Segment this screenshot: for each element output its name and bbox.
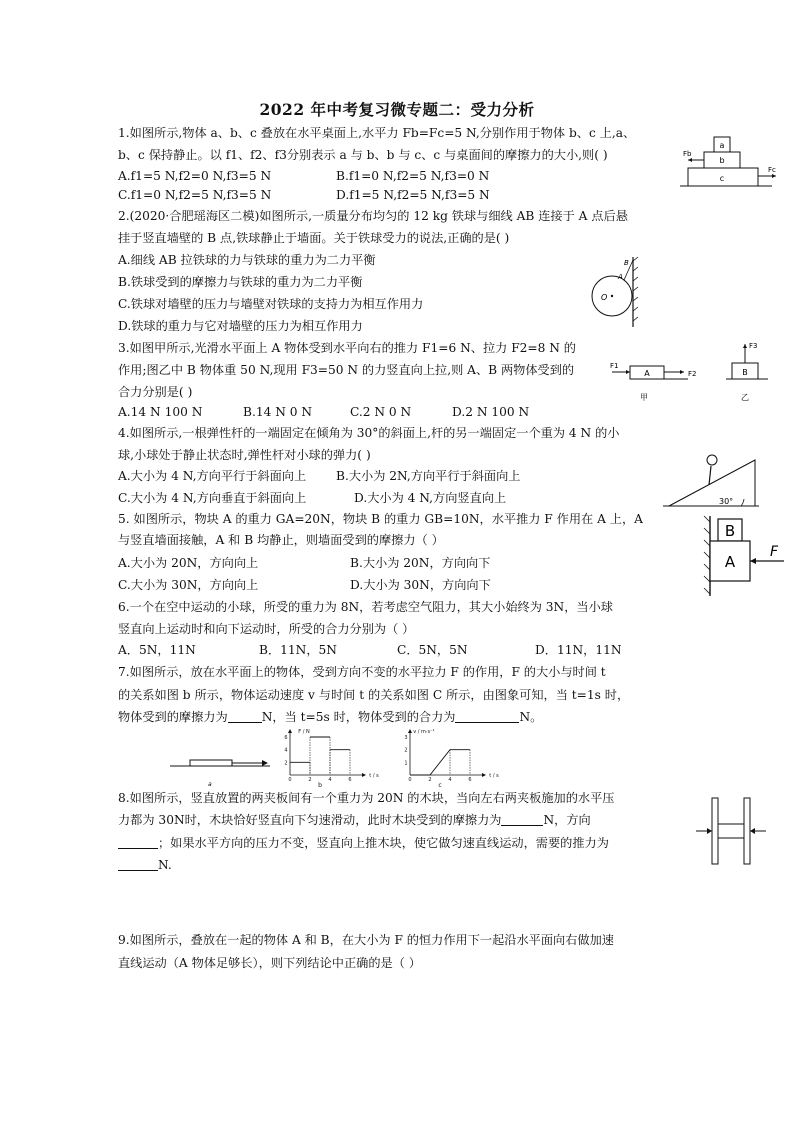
q7-stem-line2: 的关系如图 b 所示，物体运动速度 v 与时间 t 的关系如图 C 所示，由图象可知，当 t=1s 时，: [118, 688, 630, 702]
q1-stem-line1: 1.如图所示,物体 a、b、c 叠放在水平桌面上,水平力 Fb=Fc=5 N,分别作用于物体 b、c 上,a、: [118, 126, 636, 140]
y-axis-arrow: [288, 729, 292, 733]
q6-option-d: D．11N，11N: [535, 643, 622, 657]
small-ball: [707, 455, 717, 465]
svg-text:30°: 30°: [719, 497, 734, 506]
svg-text:甲: 甲: [640, 393, 648, 402]
q1-option-a: A.f1=5 N,f2=0 N,f3=5 N: [118, 169, 272, 183]
svg-text:A: A: [644, 369, 650, 378]
svg-text:A: A: [618, 273, 623, 281]
q4-incline-figure: [655, 450, 765, 512]
svg-text:F3: F3: [749, 342, 758, 350]
q9-stem-line1: 9.如图所示，叠放在一起的物体 A 和 B，在大小为 F 的恒力作用下一起沿水平面向右做加速: [118, 933, 614, 947]
x-tick-label: 6: [348, 777, 352, 783]
chart-caption: c: [438, 782, 442, 789]
q8-clamp-figure: [694, 796, 784, 866]
svg-text:B: B: [724, 522, 736, 540]
q8-answer-blank-1[interactable]: [501, 812, 543, 826]
q2-iron-ball-figure: [585, 255, 645, 330]
q2-option-b: B.铁球受到的摩擦力与铁球的重力为二力平衡: [118, 275, 363, 289]
q5-option-c: C.大小为 30N，方向向上: [118, 578, 259, 592]
svg-text:F2: F2: [688, 370, 697, 378]
x-tick-label: 0: [408, 777, 412, 783]
q7-answer-blank-1[interactable]: [228, 709, 262, 723]
q3-option-d: D.2 N 100 N: [452, 405, 530, 419]
q2-stem-line2: 挂于竖直墙壁的 B 点,铁球静止于墙面。关于铁球受力的说法,正确的是( ): [118, 231, 510, 245]
q1-stem-line2: b、c 保持静止。以 f1、f2、f3分别表示 a 与 b、b 与 c、c 与桌面间的摩擦力的大小,则( ): [118, 148, 608, 162]
q7-stem-line1: 7.如图所示，放在水平面上的物体，受到方向不变的水平拉力 F 的作用，F 的大小与时间 t: [118, 665, 606, 679]
q5-wall-blocks-figure: [698, 514, 794, 598]
q9-stem-line2: 直线运动（A 物体足够长），则下列结论中正确的是（ ）: [118, 956, 421, 970]
q7-chart-b-force-time: [276, 725, 396, 789]
y-axis-label: F / N: [298, 729, 310, 735]
y-tick-label: 2: [404, 747, 408, 754]
q3-stem-line2: 作用;图乙中 B 物体重 50 N,现用 F3=50 N 的力竖直向上拉,则 A、B 两物体受到的: [118, 363, 575, 377]
x-tick-label: 4: [448, 777, 452, 783]
elastic-rod: [709, 466, 711, 485]
y-tick-label: 6: [284, 735, 288, 741]
q5-option-d: D.大小为 30N，方向向下: [350, 578, 491, 592]
x-axis-arrow: [362, 773, 366, 777]
object-on-floor: [190, 760, 232, 766]
y-tick-label: 2: [284, 760, 288, 767]
q8-answer-blank-2[interactable]: [118, 835, 158, 849]
q3-option-c: C.2 N 0 N: [350, 405, 412, 419]
svg-text:A: A: [724, 553, 736, 571]
q3-option-b: B.14 N 0 N: [243, 405, 313, 419]
svg-text:F1: F1: [610, 362, 619, 370]
x-tick-label: 2: [308, 777, 312, 783]
q1-option-b: B.f1=0 N,f2=5 N,f3=0 N: [336, 169, 490, 183]
q2-option-d: D.铁球的重力与它对墙壁的压力为相互作用力: [118, 319, 363, 333]
q3-option-a: A.14 N 100 N: [118, 405, 203, 419]
q6-option-c: C．5N，5N: [397, 643, 468, 657]
q8-stem-line2: 力都为 30N时，木块恰好竖直向下匀速滑动，此时木块受到的摩擦力为 N，方向: [118, 813, 591, 827]
q4-stem-line2: 球,小球处于静止状态时,弹性杆对小球的弹力( ): [118, 448, 371, 462]
q4-option-d: D.大小为 4 N,方向竖直向上: [354, 491, 507, 505]
left-board: [712, 798, 718, 864]
q4-option-a: A.大小为 4 N,方向平行于斜面向上: [118, 469, 307, 483]
x-tick-label: 0: [288, 777, 292, 783]
y-axis-arrow: [408, 729, 412, 733]
svg-text:c: c: [719, 174, 725, 183]
chart-caption: b: [318, 782, 322, 789]
svg-text:Fc: Fc: [768, 166, 776, 174]
q5-stem-line2: 与竖直墙面接触，A 和 B 均静止，则墙面受到的摩擦力（ ）: [118, 533, 444, 547]
x-axis-arrow: [482, 773, 486, 777]
q2-stem-line1: 2.(2020·合肥瑶海区二模)如图所示,一质量分布均匀的 12 kg 铁球与细线 AB 连接于 A 点后悬: [118, 209, 628, 223]
q7-answer-blank-2[interactable]: [455, 709, 519, 723]
velocity-line: [410, 750, 470, 775]
q2-option-a: A.细线 AB 拉铁球的力与铁球的重力为二力平衡: [118, 253, 376, 267]
y-tick-label: 3: [404, 735, 408, 741]
q8-stem-line4: N.: [118, 856, 172, 874]
svg-text:B: B: [624, 259, 629, 267]
svg-text:B: B: [742, 368, 748, 377]
y-tick-label: 1: [404, 760, 408, 767]
q3-stem-line1: 3.如图甲所示,光滑水平面上 A 物体受到水平向右的推力 F1=6 N、拉力 F2=8 N 的: [118, 341, 576, 355]
y-axis-label: v / m·s⁻¹: [413, 729, 435, 735]
q4-option-c: C.大小为 4 N,方向垂直于斜面向上: [118, 491, 307, 505]
q7-stem-line3: 物体受到的摩擦力为 N，当 t=5s 时，物体受到的合力为 N。: [118, 710, 543, 724]
svg-text:F: F: [770, 544, 779, 560]
x-axis-label: t / s: [369, 773, 379, 779]
wood-block: [718, 824, 744, 838]
svg-text:a: a: [208, 781, 212, 788]
q5-option-b: B.大小为 20N，方向向下: [350, 556, 491, 570]
q3-push-pull-figure: [608, 338, 788, 406]
y-tick-label: 4: [284, 747, 288, 754]
q1-option-d: D.f1=5 N,f2=5 N,f3=5 N: [336, 188, 490, 202]
svg-text:O: O: [601, 293, 608, 302]
q6-option-b: B．11N，5N: [259, 643, 337, 657]
svg-text:a: a: [719, 141, 725, 150]
q8-stem-line1: 8.如图所示，竖直放置的两夹板间有一个重力为 20N 的木块，当向左右两夹板施加的水平压: [118, 791, 615, 805]
q6-stem-line2: 竖直向上运动时和向下运动时，所受的合力分别为（ ）: [118, 622, 415, 636]
q4-option-b: B.大小为 2N,方向平行于斜面向上: [336, 469, 521, 483]
page-title: 2022 年中考复习微专题二：受力分析: [259, 100, 535, 119]
x-tick-label: 4: [328, 777, 332, 783]
q6-stem-line1: 6.一个在空中运动的小球，所受的重力为 8N，若考虑空气阻力，其大小始终为 3N，当小球: [118, 600, 613, 614]
x-tick-label: 6: [468, 777, 472, 783]
right-board: [744, 798, 750, 864]
svg-text:Fb: Fb: [683, 150, 692, 158]
q2-option-c: C.铁球对墙壁的压力与墙壁对铁球的支持力为相互作用力: [118, 297, 424, 311]
q8-answer-blank-3[interactable]: [118, 857, 158, 871]
q4-stem-line1: 4.如图所示,一根弹性杆的一端固定在倾角为 30°的斜面上,杆的另一端固定一个重为 4 N 的小: [118, 426, 620, 440]
q1-stacked-blocks-figure: [680, 132, 780, 192]
q8-stem-line3: ；如果水平方向的压力不变，竖直向上推木块，使它做匀速直线运动，需要的推力为: [118, 834, 609, 852]
q5-stem-line1: 5. 如图所示，物块 A 的重力 GA=20N，物块 B 的重力 GB=10N，水平推力 F 作用在 A 上，A: [118, 512, 643, 526]
q3-stem-line3: 合力分别是( ): [118, 385, 193, 399]
x-axis-label: t / s: [489, 773, 499, 779]
svg-text:b: b: [719, 156, 725, 165]
x-tick-label: 2: [428, 777, 432, 783]
q7-chart-c-velocity-time: [396, 725, 516, 789]
q1-option-c: C.f1=0 N,f2=5 N,f3=5 N: [118, 188, 272, 202]
q5-option-a: A.大小为 20N，方向向上: [118, 556, 259, 570]
svg-text:乙: 乙: [741, 393, 749, 402]
q6-option-a: A．5N，11N: [118, 643, 196, 657]
